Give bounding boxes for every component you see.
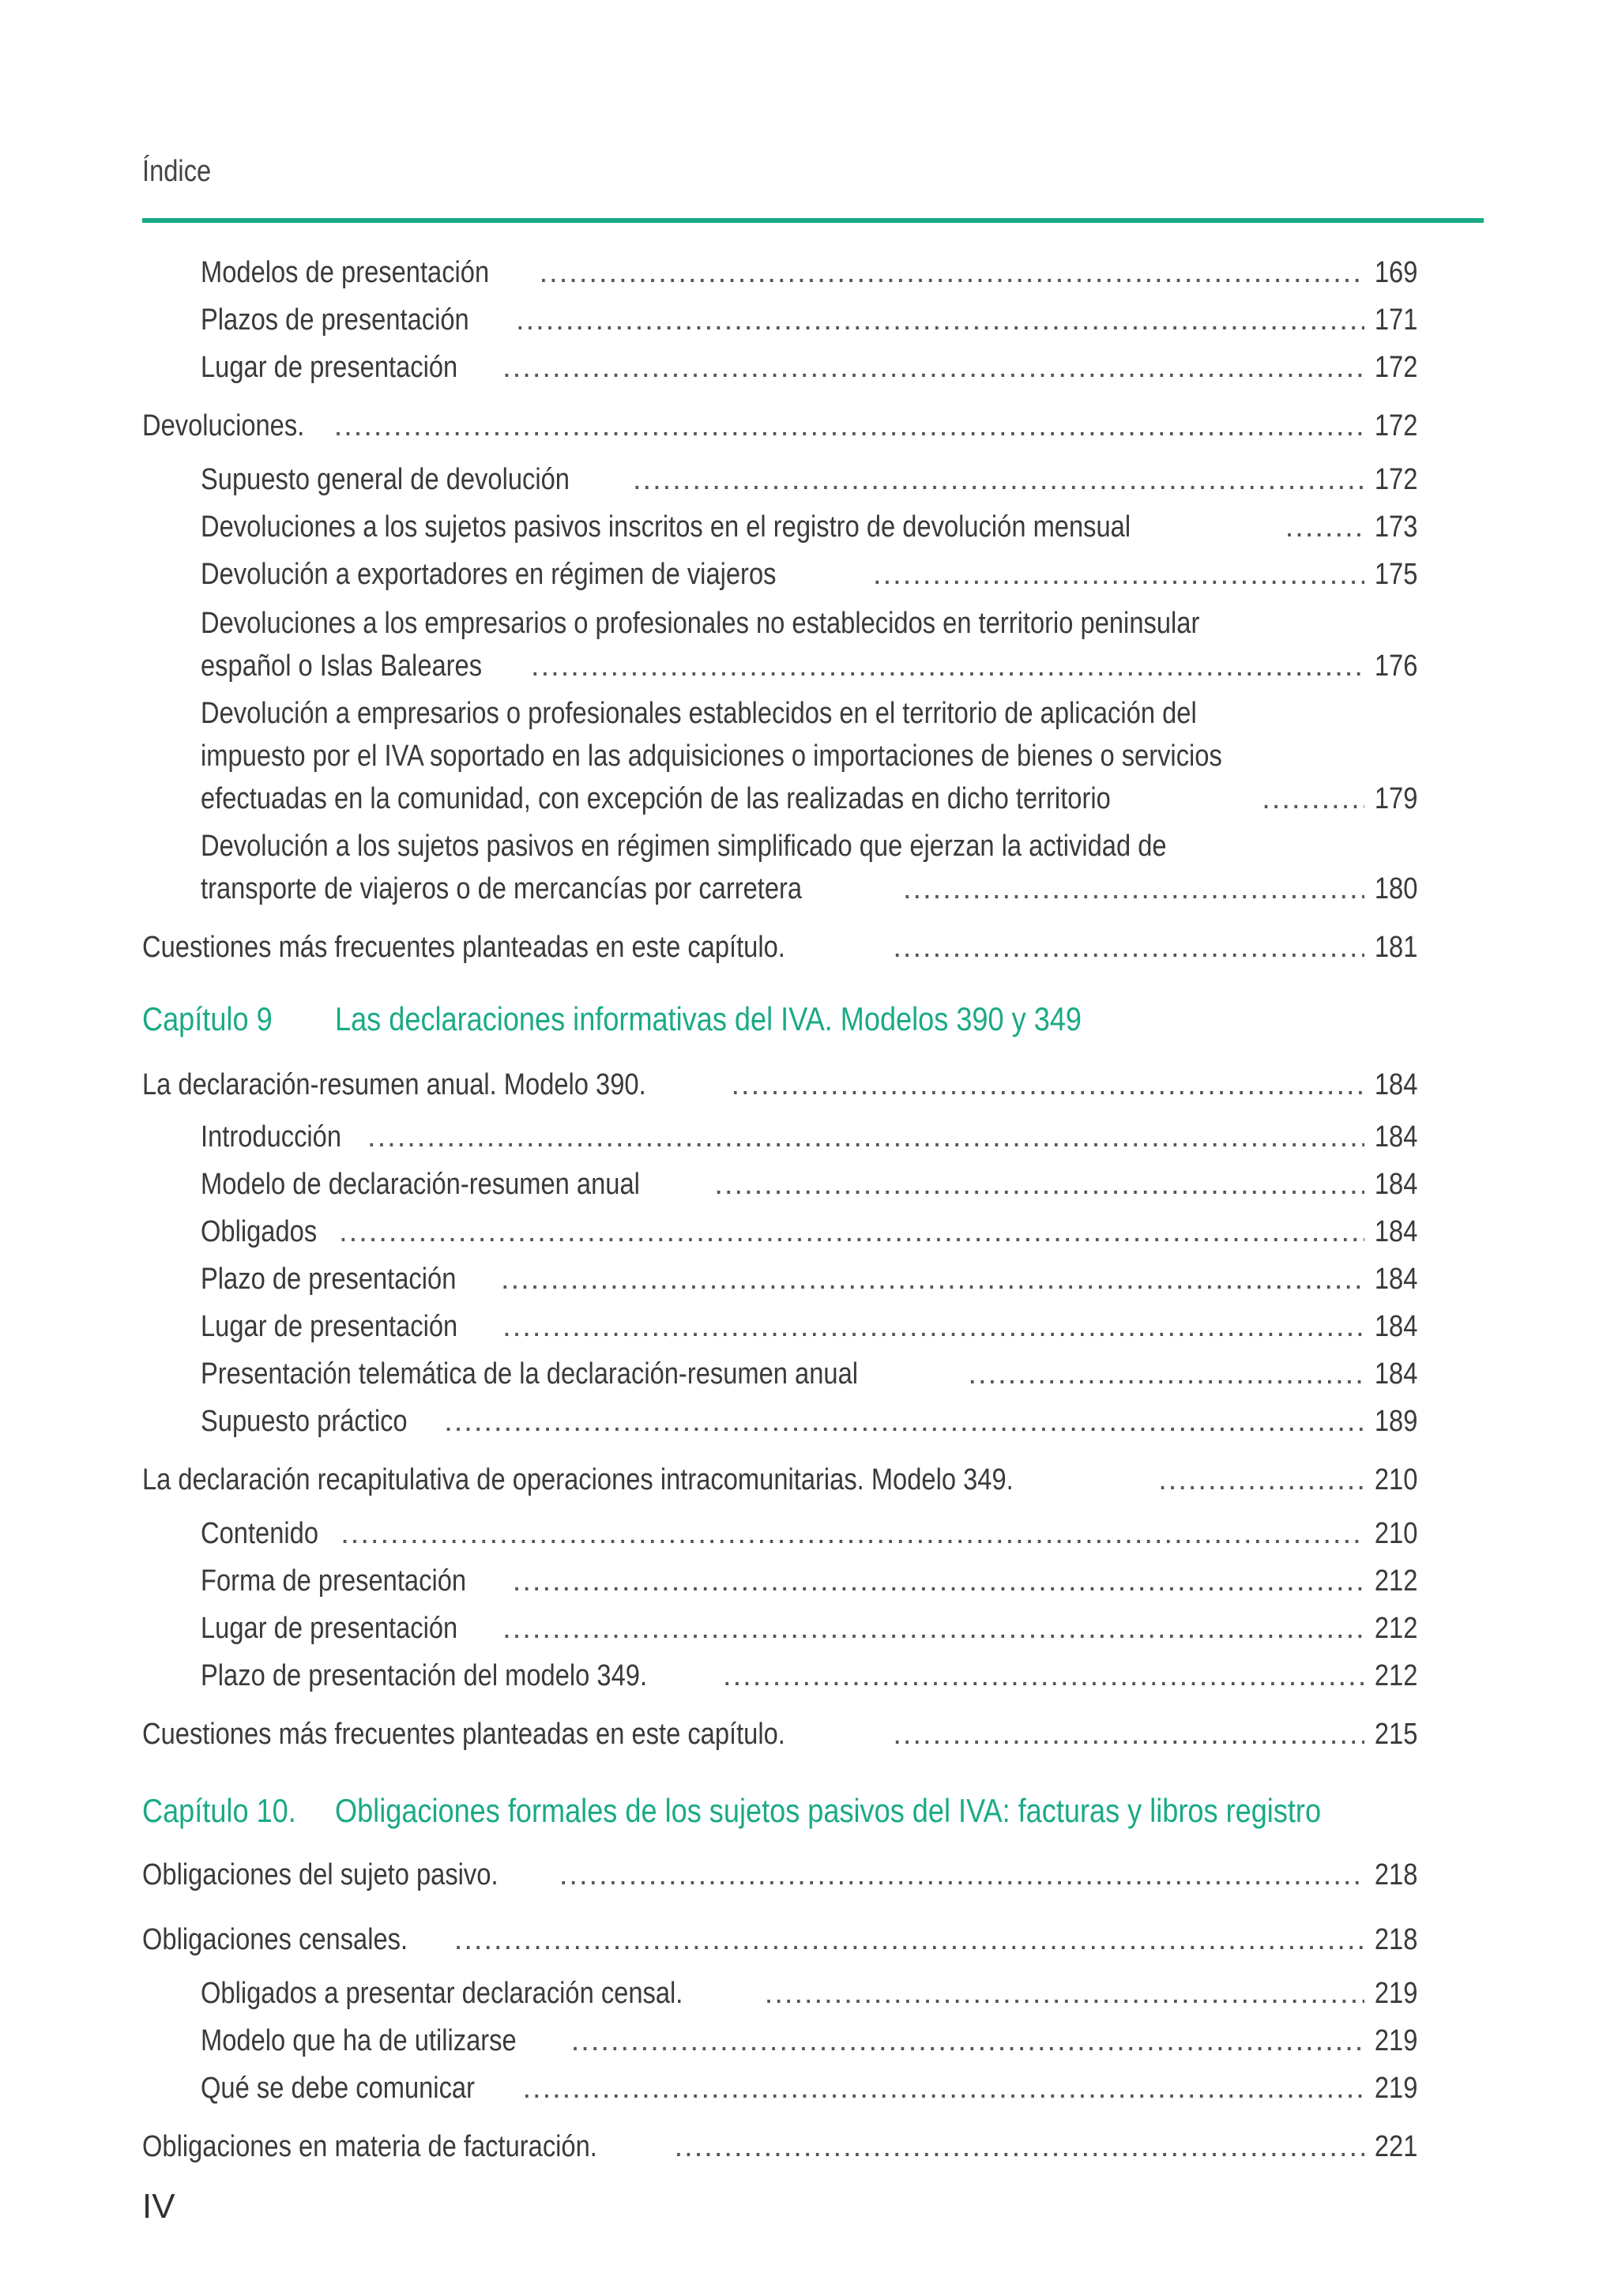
toc-entry-page: 215	[1374, 1718, 1417, 1751]
dot-leader	[873, 553, 1364, 596]
dot-leader	[334, 405, 1364, 447]
toc-entry-title: Cuestiones más frecuentes planteadas en este capítulo.	[142, 1718, 785, 1751]
chapter-title[interactable]: Las declaraciones informativas del IVA. Modelos 390 y 349	[335, 1000, 1082, 1037]
toc-entry[interactable]	[201, 2019, 1417, 2062]
toc-entry-page: 173	[1374, 510, 1417, 544]
toc-entry-title: Modelos de presentación	[201, 256, 490, 289]
toc-entry-title: Obligaciones censales.	[142, 1923, 408, 1956]
toc-entry-page: 212	[1374, 1564, 1417, 1598]
toc-entry-page: 172	[1374, 351, 1417, 384]
dot-leader	[444, 1400, 1364, 1443]
toc-entry-page: 218	[1374, 1923, 1417, 1956]
dot-leader	[675, 2125, 1364, 2168]
toc-section[interactable]	[142, 1918, 1417, 1961]
toc-entry-page: 181	[1374, 931, 1417, 964]
dot-leader	[341, 1512, 1364, 1555]
dot-leader	[893, 926, 1364, 969]
dot-leader	[502, 1607, 1364, 1650]
toc-entry[interactable]	[201, 1607, 1417, 1650]
toc-entry-title: Qué se debe comunicar	[201, 2072, 475, 2105]
toc-entry-title: Forma de presentación	[201, 1564, 467, 1598]
toc-entry-page: 176	[1374, 649, 1417, 683]
dot-leader	[502, 1305, 1364, 1348]
toc-entry[interactable]	[201, 553, 1417, 596]
toc-entry-title: español o Islas Baleares	[201, 649, 483, 683]
toc-entry-title: Contenido	[201, 1517, 318, 1550]
toc-entry-title: Modelo que ha de utilizarse	[201, 2024, 517, 2057]
toc-entry-line: Devolución a los sujetos pasivos en régimen simplificado que ejerzan la actividad de	[201, 830, 1167, 863]
dot-leader	[367, 1116, 1364, 1158]
chapter-title[interactable]: Obligaciones formales de los sujetos pasivos del IVA: facturas y libros registro	[335, 1792, 1322, 1829]
toc-entry-title: Supuesto general de devolución	[201, 463, 570, 496]
toc-entry-title: La declaración-resumen anual. Modelo 390.	[142, 1068, 646, 1101]
dot-leader	[339, 1210, 1364, 1253]
toc-entry-title: Obligados a presentar declaración censal.	[201, 1977, 683, 2010]
dot-leader	[540, 251, 1364, 294]
toc-entry[interactable]	[201, 777, 1417, 820]
toc-entry-line: Devolución a empresarios o profesionales establecidos en el territorio de aplicación del	[201, 697, 1197, 730]
toc-entry-title: Presentación telemática de la declaración-resumen anual	[201, 1357, 859, 1391]
toc-entry[interactable]	[201, 1116, 1417, 1158]
chapter-number: Capítulo 10.	[142, 1792, 296, 1829]
dot-leader	[522, 2067, 1364, 2110]
toc-entry[interactable]	[201, 1512, 1417, 1555]
dot-leader	[531, 645, 1364, 687]
toc-entry-title: transporte de viajeros o de mercancías por carretera	[201, 872, 803, 905]
toc-entry-page: 219	[1374, 2072, 1417, 2105]
toc-entry[interactable]	[201, 506, 1417, 548]
toc-entry-page: 189	[1374, 1405, 1417, 1438]
toc-section[interactable]	[142, 1063, 1417, 1106]
toc-entry-page: 184	[1374, 1120, 1417, 1154]
toc-entry-page: 172	[1374, 409, 1417, 442]
dot-leader	[513, 1560, 1364, 1602]
dot-leader	[633, 458, 1364, 501]
toc-entry-title: Lugar de presentación	[201, 1310, 458, 1343]
toc-entry-title: Lugar de presentación	[201, 351, 458, 384]
toc-section[interactable]	[142, 1854, 1417, 1896]
toc-entry[interactable]	[201, 1163, 1417, 1206]
toc-entry-page: 180	[1374, 872, 1417, 905]
toc-entry-title: La declaración recapitulativa de operaciones intracomunitarias. Modelo 349.	[142, 1463, 1014, 1496]
toc-entry[interactable]	[201, 1400, 1417, 1443]
toc-entry-page: 219	[1374, 1977, 1417, 2010]
toc-entry-page: 221	[1374, 2130, 1417, 2163]
toc-section[interactable]	[142, 405, 1417, 447]
toc-entry[interactable]	[201, 1654, 1417, 1697]
toc-entry-page: 219	[1374, 2024, 1417, 2057]
toc-entry[interactable]	[201, 645, 1417, 687]
toc-entry[interactable]	[201, 458, 1417, 501]
dot-leader	[731, 1063, 1364, 1106]
dot-leader	[501, 1258, 1364, 1300]
toc-entry-title: Obligaciones en materia de facturación.	[142, 2130, 597, 2163]
toc-entry-page: 175	[1374, 558, 1417, 591]
toc-entry-page: 171	[1374, 303, 1417, 337]
header-rule	[142, 218, 1484, 223]
toc-entry-page: 210	[1374, 1463, 1417, 1496]
toc-entry-page: 184	[1374, 1168, 1417, 1201]
dot-leader	[765, 1972, 1364, 2015]
toc-entry-title: Obligaciones del sujeto pasivo.	[142, 1858, 499, 1891]
dot-leader	[454, 1918, 1364, 1961]
toc-entry-page: 210	[1374, 1517, 1417, 1550]
toc-entry[interactable]	[201, 1353, 1417, 1395]
toc-entry-page: 184	[1374, 1310, 1417, 1343]
toc-entry-title: Plazos de presentación	[201, 303, 469, 337]
dot-leader	[1285, 506, 1364, 548]
dot-leader	[968, 1353, 1364, 1395]
dot-leader	[559, 1854, 1364, 1896]
toc-entry-title: Devoluciones a los sujetos pasivos inscritos en el registro de devolución mensual	[201, 510, 1131, 544]
toc-entry[interactable]	[201, 299, 1417, 341]
toc-entry[interactable]	[201, 1972, 1417, 2015]
toc-entry-title: Modelo de declaración-resumen anual	[201, 1168, 640, 1201]
toc-entry-page: 184	[1374, 1215, 1417, 1248]
dot-leader	[1158, 1459, 1364, 1501]
page-number: IV	[142, 2187, 175, 2226]
toc-entry-page: 179	[1374, 782, 1417, 815]
toc-entry[interactable]	[201, 2067, 1417, 2110]
toc-entry-title: Supuesto práctico	[201, 1405, 408, 1438]
toc-entry-page: 184	[1374, 1263, 1417, 1296]
dot-leader	[714, 1163, 1364, 1206]
chapter-number: Capítulo 9	[142, 1000, 273, 1037]
toc-entry-line: impuesto por el IVA soportado en las adquisiciones o importaciones de bienes o servicios	[201, 740, 1222, 773]
toc-entry[interactable]	[201, 868, 1417, 910]
toc-section[interactable]	[142, 1459, 1417, 1501]
toc-entry-page: 169	[1374, 256, 1417, 289]
dot-leader	[893, 1713, 1364, 1756]
toc-section[interactable]	[142, 1713, 1417, 1756]
running-header: Índice	[142, 155, 212, 188]
toc-entry[interactable]	[201, 1210, 1417, 1253]
toc-entry-page: 218	[1374, 1858, 1417, 1891]
dot-leader	[571, 2019, 1364, 2062]
toc-entry-title: Plazo de presentación del modelo 349.	[201, 1659, 648, 1692]
toc-entry[interactable]	[201, 346, 1417, 389]
toc-entry[interactable]	[201, 1560, 1417, 1602]
toc-entry-line: Devoluciones a los empresarios o profesionales no establecidos en territorio peninsular	[201, 607, 1200, 640]
toc-entry-page: 172	[1374, 463, 1417, 496]
dot-leader	[723, 1654, 1364, 1697]
toc-entry-title: Introducción	[201, 1120, 342, 1154]
toc-section[interactable]	[142, 926, 1417, 969]
toc-entry[interactable]	[201, 1305, 1417, 1348]
toc-entry-title: Obligados	[201, 1215, 318, 1248]
dot-leader	[502, 346, 1364, 389]
toc-entry[interactable]	[201, 1258, 1417, 1300]
dot-leader	[903, 868, 1364, 910]
toc-entry-title: Cuestiones más frecuentes planteadas en este capítulo.	[142, 931, 785, 964]
toc-entry-page: 212	[1374, 1612, 1417, 1645]
toc-entry-page: 184	[1374, 1068, 1417, 1101]
dot-leader	[1262, 777, 1364, 820]
dot-leader	[516, 299, 1364, 341]
toc-section[interactable]	[142, 2125, 1417, 2168]
toc-entry-title: Devolución a exportadores en régimen de viajeros	[201, 558, 777, 591]
toc-entry[interactable]	[201, 251, 1417, 294]
toc-entry-page: 184	[1374, 1357, 1417, 1391]
toc-entry-title: Lugar de presentación	[201, 1612, 458, 1645]
toc-entry-title: Plazo de presentación	[201, 1263, 457, 1296]
toc-entry-page: 212	[1374, 1659, 1417, 1692]
toc-entry-title: efectuadas en la comunidad, con excepción de las realizadas en dicho territorio	[201, 782, 1111, 815]
toc-entry-title: Devoluciones.	[142, 409, 305, 442]
